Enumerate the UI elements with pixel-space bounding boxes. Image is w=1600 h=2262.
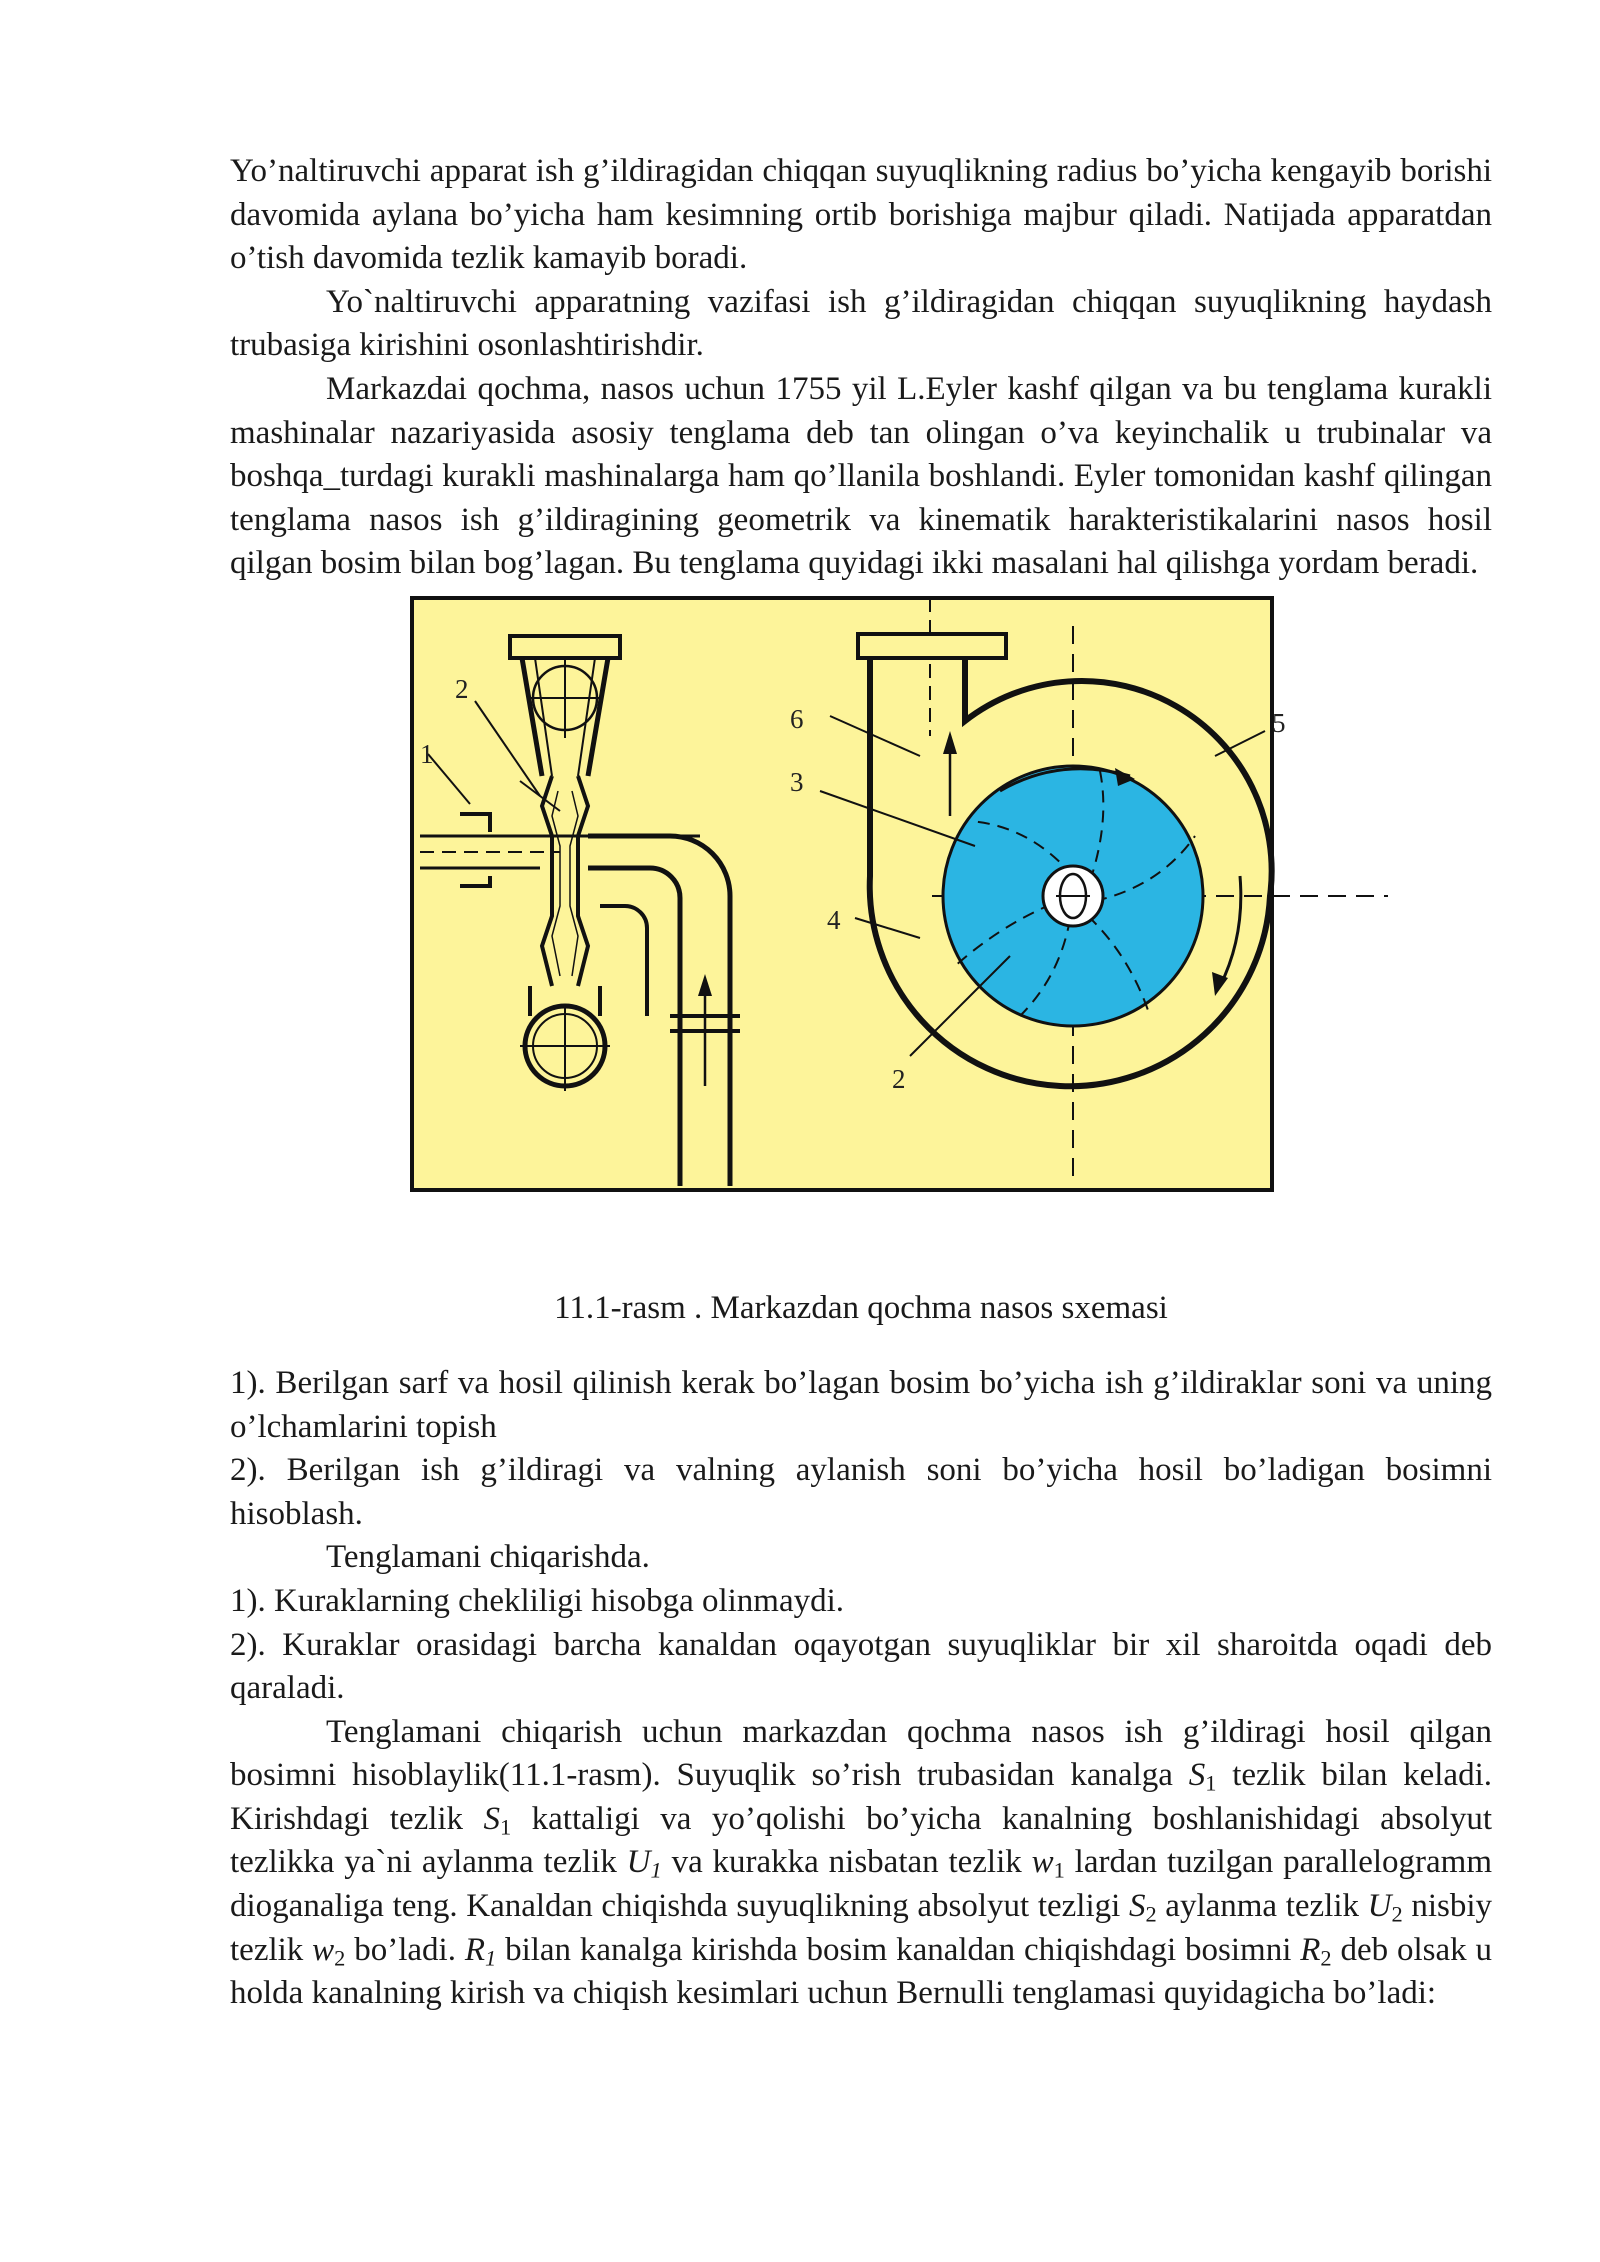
label-2-left: 2 bbox=[455, 673, 469, 704]
label-4: 4 bbox=[827, 904, 841, 935]
label-3: 3 bbox=[790, 766, 804, 797]
volute-outlet-flange bbox=[858, 634, 1006, 658]
paragraph-euler-equation: Markazdai qochma, nasos uchun 1755 yil L.Eyler kashf qilgan va bu tenglama kurakli mashinalar nazariyasida asosiy tenglama deb tan olingan o’va keyinchalik u trubinalar va boshqa_turdagi kurakli mashinalarga ham qo’llanila boshlandi. Eyler tomonidan kashf qilingan tenglama nasos ish g’ildiragining geometrik va kinematik harakteristikalarini nasos hosil qilgan bosim bilan bog’lagan. Bu tenglama quyidagi ikki masalani hal qilishga yordam beradi. bbox=[230, 370, 1492, 582]
label-2-bottom: 2 bbox=[892, 1063, 906, 1094]
list-item-2-assumption: 2). Kuraklar orasidagi barcha kanaldan oqayotgan suyuqliklar bir xil sharoitda oqadi deb qaraladi. bbox=[230, 1626, 1492, 1707]
left-top-flange bbox=[510, 636, 620, 658]
centrifugal-pump-diagram bbox=[230, 586, 1492, 1286]
list-item-1-top: 1). Berilgan sarf va hosil qilinish kerak bo’lagan bosim bo’yicha ish g’ildiraklar soni va uning o’lchamlarini topish bbox=[230, 1364, 1492, 1445]
document-page bbox=[230, 150, 1492, 2016]
paragraph-guide-purpose: Yo`naltiruvchi apparatning vazifasi ish g’ildiragidan chiqqan suyuqlikning haydash trubasiga kirishini osonlashtirishdir. bbox=[230, 283, 1492, 364]
label-5: 5 bbox=[1272, 707, 1286, 738]
paragraph-bernoulli: Tenglamani chiqarish uchun markazdan qochma nasos ish g’ildiragi hosil qilgan bosimni hisoblaylik(11.1-rasm). Suyuqlik so’rish trubasidan kanalga $S_1$ tezlik bilan keladi. Kirishdagi tezlik $S_1$ kattaligi va yo’qolishi bo’yicha kanalning boshlanishidagi absolyut tezlikka ya`ni aylanma tezlik $U_1$ va kurakka nisbatan tezlik $w_1$ lardan tuzilgan parallelogramm dioganaliga teng. Kanaldan chiqishda suyuqlikning absolyut tezligi $S_2$ aylanma tezlik $U_2$ nisbiy tezlik $w_2$ bo’ladi. $R_1$ bilan kanalga kirishda bosim kanaldan chiqishdagi bosimni $R_2$ deb olsak u holda kanalning kirish va chiqish kesimlari uchun Bernulli tenglamasi quyidagicha bo’ladi: bbox=[230, 1713, 1493, 2012]
paragraph-guide-apparatus: Yo’naltiruvchi apparat ish g’ildiragidan chiqqan suyuqlikning radius bo’yicha kengayib borishi davomida aylana bo’yicha ham kesimning ortib borishiga majbur qiladi. Natijada apparatdan o’tish davomida tezlik kamayib boradi. bbox=[230, 153, 1492, 277]
paragraph-derivation-intro: Tenglamani chiqarishda. bbox=[326, 1539, 650, 1576]
list-item-2-top: 2). Berilgan ish g’ildiragi va valning aylanish soni bo’yicha hosil bo’ladigan bosimni hisoblash. bbox=[230, 1452, 1492, 1532]
figure-caption: 11.1-rasm . Markazdan qochma nasos sxemasi bbox=[554, 1289, 1168, 1326]
label-1: 1 bbox=[420, 738, 434, 769]
pump-figure bbox=[230, 586, 1492, 1286]
list-item-1-assumption: 1). Kuraklarning chekliligi hisobga olinmaydi. bbox=[230, 1582, 845, 1619]
label-6: 6 bbox=[790, 703, 804, 734]
